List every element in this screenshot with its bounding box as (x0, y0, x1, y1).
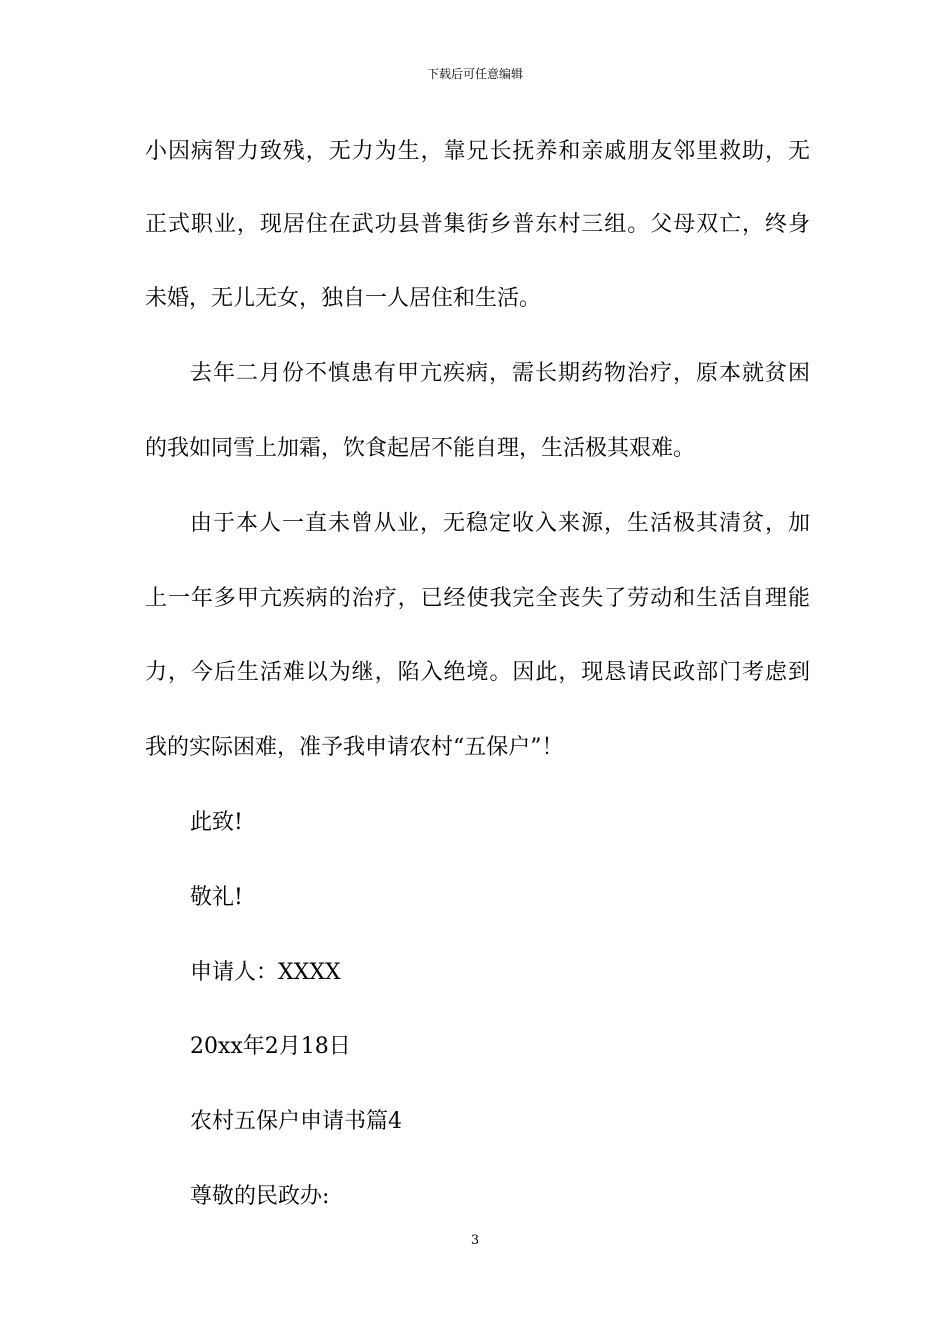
paragraph-1-line-3: 未婚，无儿无女，独自一人居住和生活。 (145, 286, 542, 311)
paragraph-3-line-4: 我的实际困难，准予我申请农村“五保户”！ (145, 735, 564, 760)
paragraph-2-line-2: 的我如同雪上加霜，饮食起居不能自理，生活极其艰难。 (145, 436, 696, 461)
paragraph-3-line-1: 由于本人一直未曾从业，无稳定收入来源，生活极其清贫，加 (190, 511, 810, 536)
applicant-line: 申请人：XXXX (190, 960, 341, 985)
section-title: 农村五保户申请书篇4 (190, 1109, 402, 1134)
salutation: 尊敬的民政办: (190, 1184, 330, 1209)
paragraph-1-line-1: 小因病智力致残，无力为生，靠兄长抚养和亲戚朋友邻里救助，无 (145, 139, 810, 164)
closing-line-2: 敬礼! (190, 885, 243, 910)
date-line: 20xx年2月18日 (190, 1034, 351, 1059)
paragraph-3-line-3: 力，今后生活难以为继，陷入绝境。因此，现恳请民政部门考虑到 (145, 660, 810, 685)
closing-line-1: 此致! (190, 810, 243, 835)
paragraph-1-line-2: 正式职业，现居住在武功县普集街乡普东村三组。父母双亡，终身 (145, 212, 810, 237)
paragraph-3-line-2: 上一年多甲亢疾病的治疗，已经使我完全丧失了劳动和生活自理能 (145, 586, 810, 611)
page-header: 下载后可任意编辑 (426, 67, 523, 81)
paragraph-2-line-1: 去年二月份不慎患有甲亢疾病，需长期药物治疗，原本就贫困 (190, 361, 810, 386)
page-number: 3 (470, 1233, 480, 1248)
